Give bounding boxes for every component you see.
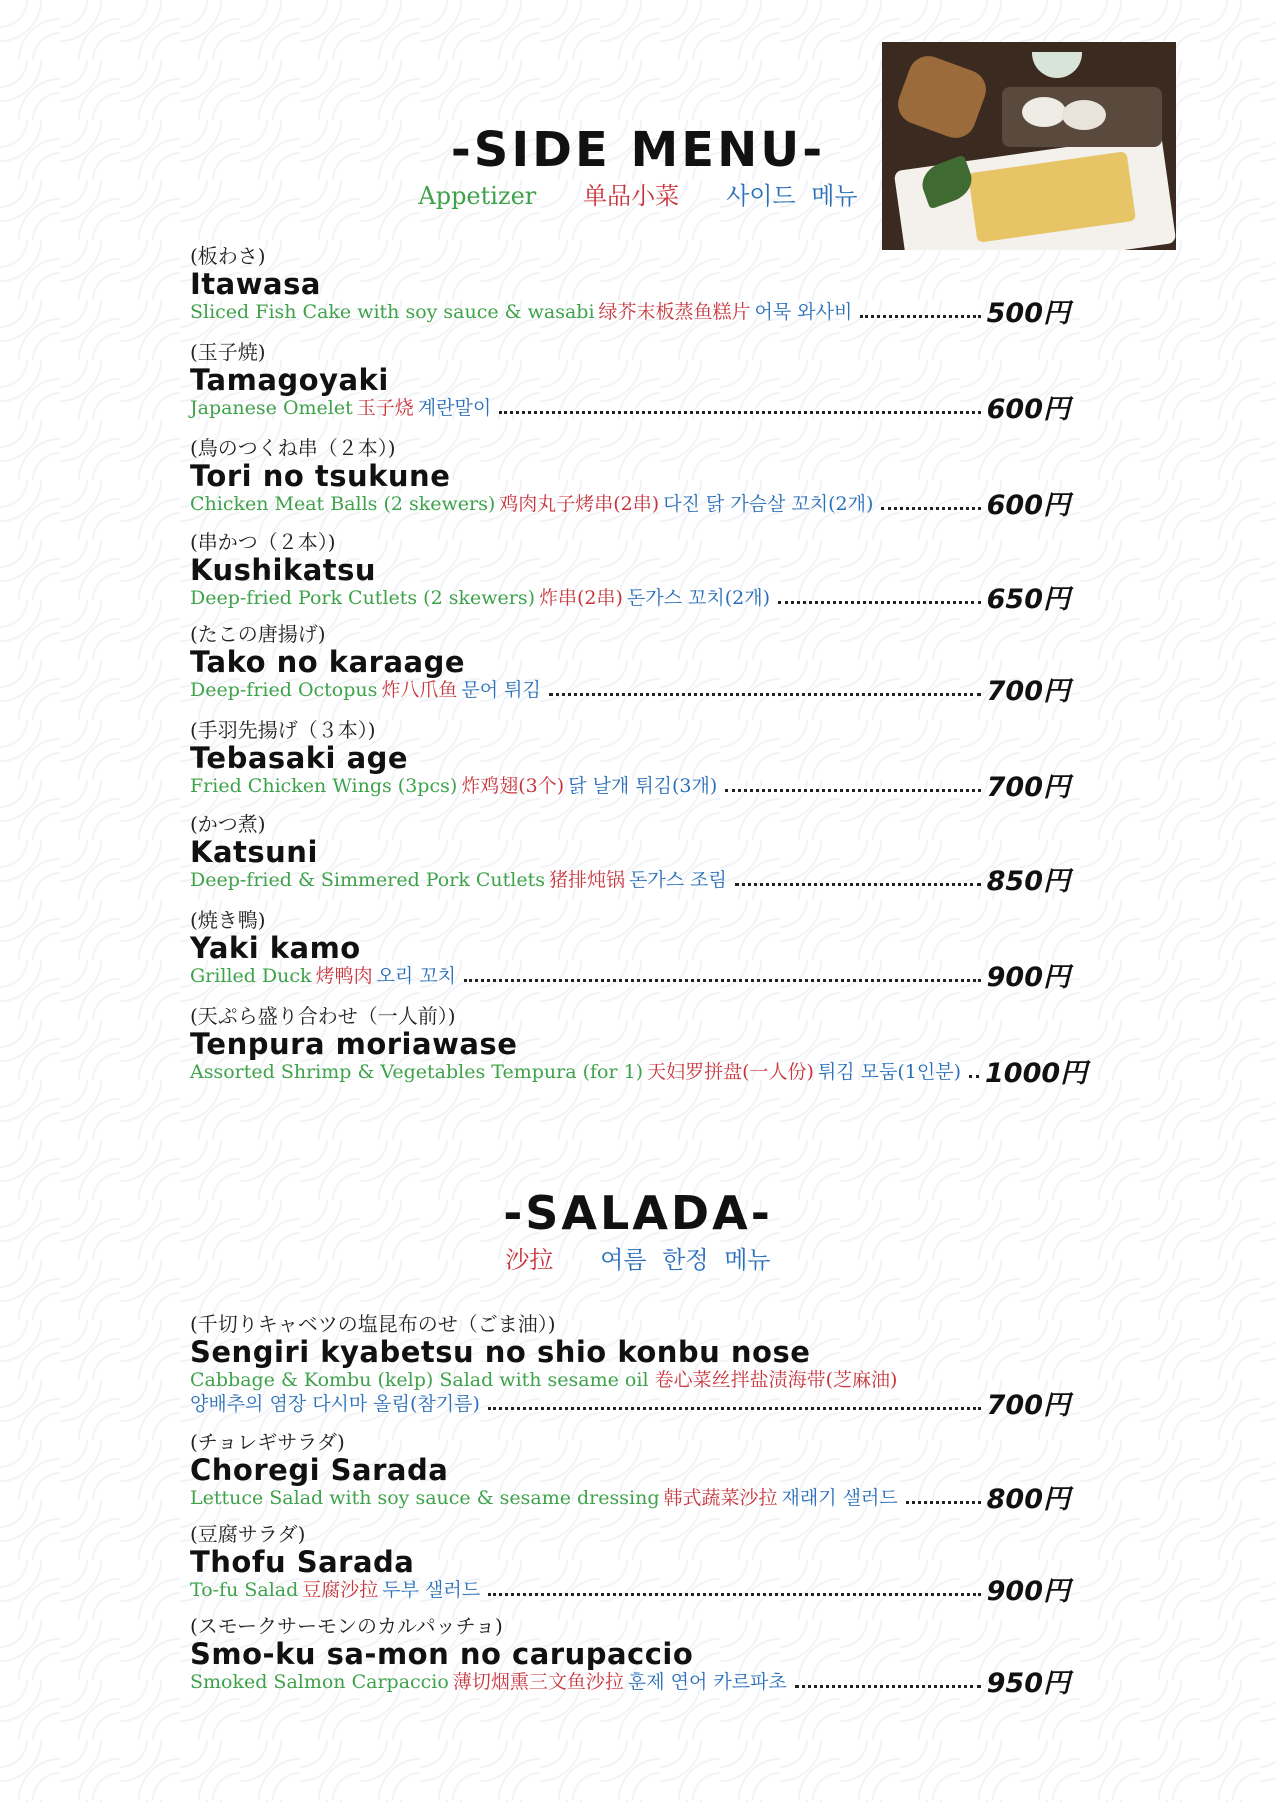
item-japanese-name: (手羽先揚げ（３本）) (190, 718, 376, 742)
item-romaji-name: Tori no tsukune (190, 459, 451, 493)
menu-item-tako-no-karaage (190, 622, 1070, 707)
item-japanese-name: (スモークサーモンのカルパッチョ) (190, 1614, 503, 1638)
menu-item-choregi-sarada (190, 1430, 1070, 1515)
menu-item-smoked-salmon-carpaccio (190, 1614, 1070, 1699)
item-description-row (190, 1576, 1070, 1607)
item-desc-zh: 绿芥末板蒸鱼糕片 (598, 301, 751, 323)
item-desc-ko: 두부 샐러드 (382, 1579, 481, 1601)
item-romaji-name: Tebasaki age (190, 741, 409, 775)
item-price: 700円 (986, 1390, 1070, 1421)
item-description-row (190, 584, 1070, 615)
item-price: 700円 (986, 772, 1070, 803)
item-romaji-name: Tako no karaage (190, 645, 466, 679)
item-japanese-name: (板わさ) (190, 244, 266, 268)
dot-leader (499, 411, 980, 414)
item-desc-zh: 豆腐沙拉 (302, 1579, 379, 1601)
dot-leader (906, 1501, 981, 1504)
item-desc-ko: 계란말이 (417, 397, 492, 419)
side-menu-subtitle (300, 176, 976, 211)
item-desc-en: Grilled Duck (190, 965, 312, 987)
item-romaji-name: Katsuni (190, 835, 318, 869)
menu-item-kushikatsu (190, 530, 1070, 615)
item-price: 600円 (986, 490, 1070, 521)
item-desc-en: Deep-fried Octopus (190, 679, 378, 701)
item-japanese-name: (鳥のつくね串（２本）) (190, 436, 396, 460)
dot-leader (725, 789, 980, 792)
item-romaji-name: Yaki kamo (190, 931, 361, 965)
item-description-row (190, 866, 1070, 897)
item-desc-zh: 天妇罗拼盘(一人份) (647, 1061, 814, 1083)
dot-leader (860, 315, 980, 318)
item-desc-zh: 烤鸭肉 (315, 965, 373, 987)
item-price: 900円 (986, 1576, 1070, 1607)
dot-leader (795, 1685, 981, 1688)
item-japanese-name: (千切りキャベツの塩昆布のせ（ごま油）) (190, 1312, 556, 1336)
menu-item-itawasa (190, 244, 1070, 329)
item-japanese-name: (豆腐サラダ) (190, 1522, 306, 1546)
item-desc-en: Deep-fried Pork Cutlets (2 skewers) (190, 587, 535, 609)
item-price: 1000円 (985, 1058, 1088, 1089)
item-desc-ko: 돈가스 꼬치(2개) (626, 587, 770, 609)
item-description-row (190, 1484, 1070, 1515)
subtitle-ko: 여름 한정 메뉴 (600, 1246, 771, 1274)
item-desc-zh: 炸鸡翅(3个) (461, 775, 565, 797)
item-description-row-2 (190, 1390, 1070, 1421)
menu-item-tori-no-tsukune (190, 436, 1070, 521)
subtitle-zh: 单品小菜 (583, 182, 680, 210)
item-desc-en: Fried Chicken Wings (3pcs) (190, 775, 458, 797)
item-desc-zh: 薄切烟熏三文鱼沙拉 (452, 1671, 624, 1693)
item-desc-zh: 炸串(2串) (539, 587, 623, 609)
item-description-row (190, 1668, 1070, 1699)
item-price: 900円 (986, 962, 1070, 993)
menu-item-thofu-sarada (190, 1522, 1070, 1607)
item-desc-zh: 玉子烧 (356, 397, 414, 419)
item-desc-zh: 鸡肉丸子烤串(2串) (499, 493, 660, 515)
item-description-row (190, 772, 1070, 803)
item-desc-zh: 猪排炖锅 (549, 869, 626, 891)
item-desc-en: Cabbage & Kombu (kelp) Salad with sesame oil (190, 1369, 649, 1391)
fishcake-image (1062, 100, 1106, 130)
dot-leader (464, 979, 981, 982)
item-description-row (190, 676, 1070, 707)
item-desc-en: Smoked Salmon Carpaccio (190, 1671, 449, 1693)
item-romaji-name: Thofu Sarada (190, 1545, 415, 1579)
dot-leader (778, 601, 981, 604)
item-desc-ko: 튀김 모둠(1인분) (817, 1061, 961, 1083)
dot-leader (881, 507, 980, 510)
item-desc-ko: 양배추의 염장 다시마 올림(참기름) (190, 1393, 480, 1415)
item-romaji-name: Tenpura moriawase (190, 1027, 518, 1061)
item-desc-ko: 오리 꼬치 (376, 965, 457, 987)
subtitle-zh: 沙拉 (505, 1246, 554, 1274)
item-price: 600円 (986, 394, 1070, 425)
menu-item-tamagoyaki (190, 340, 1070, 425)
dot-leader (549, 693, 981, 696)
item-romaji-name: Choregi Sarada (190, 1453, 449, 1487)
menu-item-tebasaki-age (190, 718, 1070, 803)
item-price: 650円 (986, 584, 1070, 615)
salada-subtitle (0, 1240, 1276, 1275)
subtitle-en: Appetizer (418, 182, 537, 210)
item-desc-ko: 훈제 연어 카르파초 (627, 1671, 787, 1693)
item-desc-en: Lettuce Salad with soy sauce & sesame dressing (190, 1487, 660, 1509)
item-desc-ko: 다진 닭 가슴살 꼬치(2개) (663, 493, 874, 515)
item-desc-ko: 어묵 와사비 (754, 301, 853, 323)
menu-item-tenpura-moriawase (190, 1004, 1088, 1089)
menu-item-sengiri-kyabetsu (190, 1312, 1070, 1421)
item-price: 950円 (986, 1668, 1070, 1699)
item-desc-en: To-fu Salad (190, 1579, 299, 1601)
item-japanese-name: (たこの唐揚げ) (190, 622, 326, 646)
item-description-row (190, 962, 1070, 993)
menu-item-katsuni (190, 812, 1070, 897)
item-romaji-name: Kushikatsu (190, 553, 377, 587)
item-japanese-name: (焼き鴨) (190, 908, 266, 932)
item-japanese-name: (天ぷら盛り合わせ（一人前）) (190, 1004, 456, 1028)
sauce-bowl-image (1032, 52, 1082, 78)
item-desc-zh: 卷心菜丝拌盐渍海带(芝麻油) (654, 1369, 898, 1391)
side-menu-title: -SIDE MENU- (450, 122, 826, 178)
item-description-row (190, 298, 1070, 329)
item-romaji-name: Tamagoyaki (190, 363, 389, 397)
item-desc-en: Assorted Shrimp & Vegetables Tempura (for 1) (190, 1061, 644, 1083)
item-description-row (190, 1058, 1088, 1089)
item-desc-ko: 닭 날개 튀김(3개) (568, 775, 718, 797)
item-romaji-name: Sengiri kyabetsu no shio konbu nose (190, 1335, 811, 1369)
item-japanese-name: (かつ煮) (190, 812, 266, 836)
item-desc-zh: 炸八爪鱼 (381, 679, 458, 701)
item-description-row (190, 1368, 1070, 1392)
item-price: 800円 (986, 1484, 1070, 1515)
item-desc-ko: 돈가스 조림 (629, 869, 727, 891)
dot-leader (969, 1075, 979, 1078)
item-desc-en: Deep-fried & Simmered Pork Cutlets (190, 869, 545, 891)
item-romaji-name: Itawasa (190, 267, 321, 301)
dot-leader (488, 1407, 981, 1410)
item-desc-ko: 문어 튀김 (461, 679, 541, 701)
item-desc-ko: 재래기 샐러드 (781, 1487, 898, 1509)
item-desc-en: Japanese Omelet (190, 397, 353, 419)
item-japanese-name: (玉子焼) (190, 340, 266, 364)
item-romaji-name: Smo-ku sa-mon no carupaccio (190, 1637, 694, 1671)
item-price: 850円 (986, 866, 1070, 897)
salada-title: -SALADA- (503, 1186, 773, 1240)
item-price: 700円 (986, 676, 1070, 707)
item-description-row (190, 394, 1070, 425)
item-desc-zh: 韩式蔬菜沙拉 (663, 1487, 778, 1509)
fishcake-image (1022, 97, 1066, 127)
item-desc-en: Chicken Meat Balls (2 skewers) (190, 493, 496, 515)
dot-leader (735, 883, 981, 886)
subtitle-ko: 사이드 메뉴 (726, 182, 858, 210)
item-japanese-name: (串かつ（２本）) (190, 530, 336, 554)
item-japanese-name: (チョレギサラダ) (190, 1430, 345, 1454)
item-desc-en: Sliced Fish Cake with soy sauce & wasabi (190, 301, 595, 323)
dot-leader (488, 1593, 981, 1596)
menu-item-yaki-kamo (190, 908, 1070, 993)
item-description-row (190, 490, 1070, 521)
item-price: 500円 (986, 298, 1070, 329)
